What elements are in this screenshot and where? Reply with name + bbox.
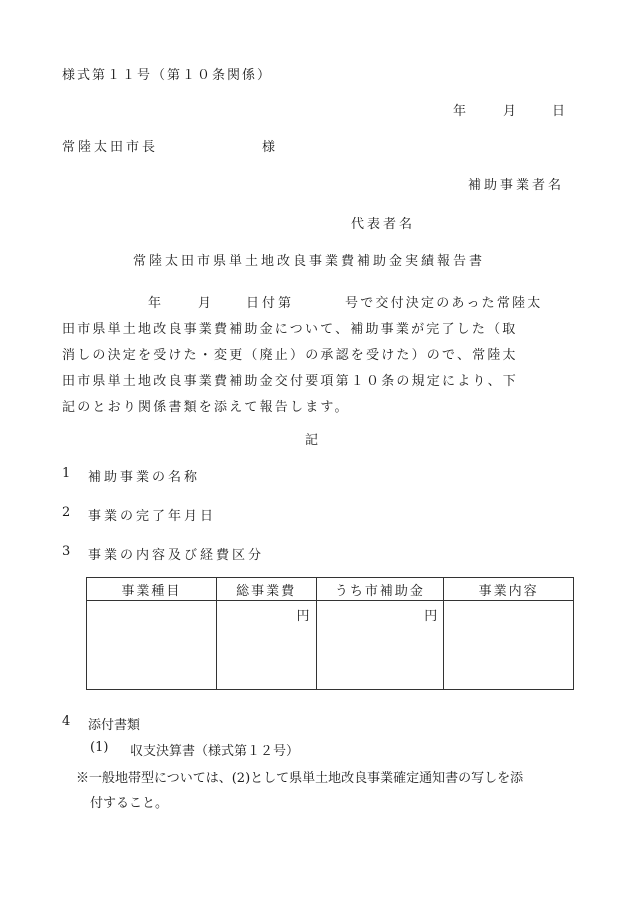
item-number: 1 bbox=[62, 466, 71, 481]
item-label: 補助事業の名称 bbox=[88, 470, 201, 485]
business-name-label: 補助事業者名 bbox=[468, 178, 565, 193]
attachment-note-line1: ※一般地帯型については、(2)として県単土地改良事業確定通知書の写しを添 bbox=[76, 771, 524, 786]
body-line2: 田市県単土地改良事業費補助金について、補助事業が完了した（取 bbox=[62, 322, 518, 337]
date-year: 年 bbox=[453, 104, 467, 119]
attachment-item-number: (1) bbox=[90, 740, 109, 755]
body-year: 年 bbox=[148, 296, 162, 311]
body-line3: 消しの決定を受けた・変更（廃止）の承認を受けた）ので、常陸太 bbox=[62, 348, 518, 363]
table-row bbox=[87, 601, 574, 690]
table-header-cell: 事業種目 bbox=[87, 578, 217, 601]
attachment-note-line2: 付すること。 bbox=[90, 796, 169, 811]
addressee-honorific: 様 bbox=[262, 140, 276, 155]
attachments-number: 4 bbox=[62, 714, 71, 729]
item-number: 2 bbox=[62, 505, 71, 520]
item-label: 事業の内容及び経費区分 bbox=[88, 548, 265, 563]
table-cell bbox=[444, 601, 574, 690]
body-day-number: 日付第 bbox=[246, 296, 295, 311]
body-line5: 記のとおり関係書類を添えて報告します。 bbox=[62, 400, 350, 415]
item-number: 3 bbox=[62, 544, 71, 559]
document-title: 常陸太田市県単土地改良事業費補助金実績報告書 bbox=[133, 254, 486, 269]
cost-table bbox=[86, 577, 574, 690]
body-line4: 田市県単土地改良事業費補助金交付要項第１０条の規定により、下 bbox=[62, 374, 519, 389]
addressee-name: 常陸太田市長 bbox=[62, 140, 159, 155]
ki-heading: 記 bbox=[305, 433, 319, 448]
table-cell: 円 bbox=[216, 601, 316, 690]
table-header-cell: 事業内容 bbox=[444, 578, 574, 601]
table-cell bbox=[87, 601, 217, 690]
date-day: 日 bbox=[552, 104, 566, 119]
table-cell: 円 bbox=[316, 601, 444, 690]
body-line1-rest: 号で交付決定のあった常陸太 bbox=[345, 296, 543, 311]
form-label: 様式第１１号（第１０条関係） bbox=[62, 68, 273, 83]
table-header-cell: うち市補助金 bbox=[316, 578, 444, 601]
item-label: 事業の完了年月日 bbox=[88, 509, 217, 524]
body-month: 月 bbox=[198, 296, 212, 311]
representative-label: 代表者名 bbox=[351, 217, 416, 232]
date-month: 月 bbox=[503, 104, 517, 119]
table-header-row bbox=[87, 578, 574, 601]
attachments-label: 添付書類 bbox=[88, 718, 141, 733]
table-header-cell: 総事業費 bbox=[216, 578, 316, 601]
attachment-item-text: 収支決算書（様式第１２号） bbox=[130, 744, 300, 759]
